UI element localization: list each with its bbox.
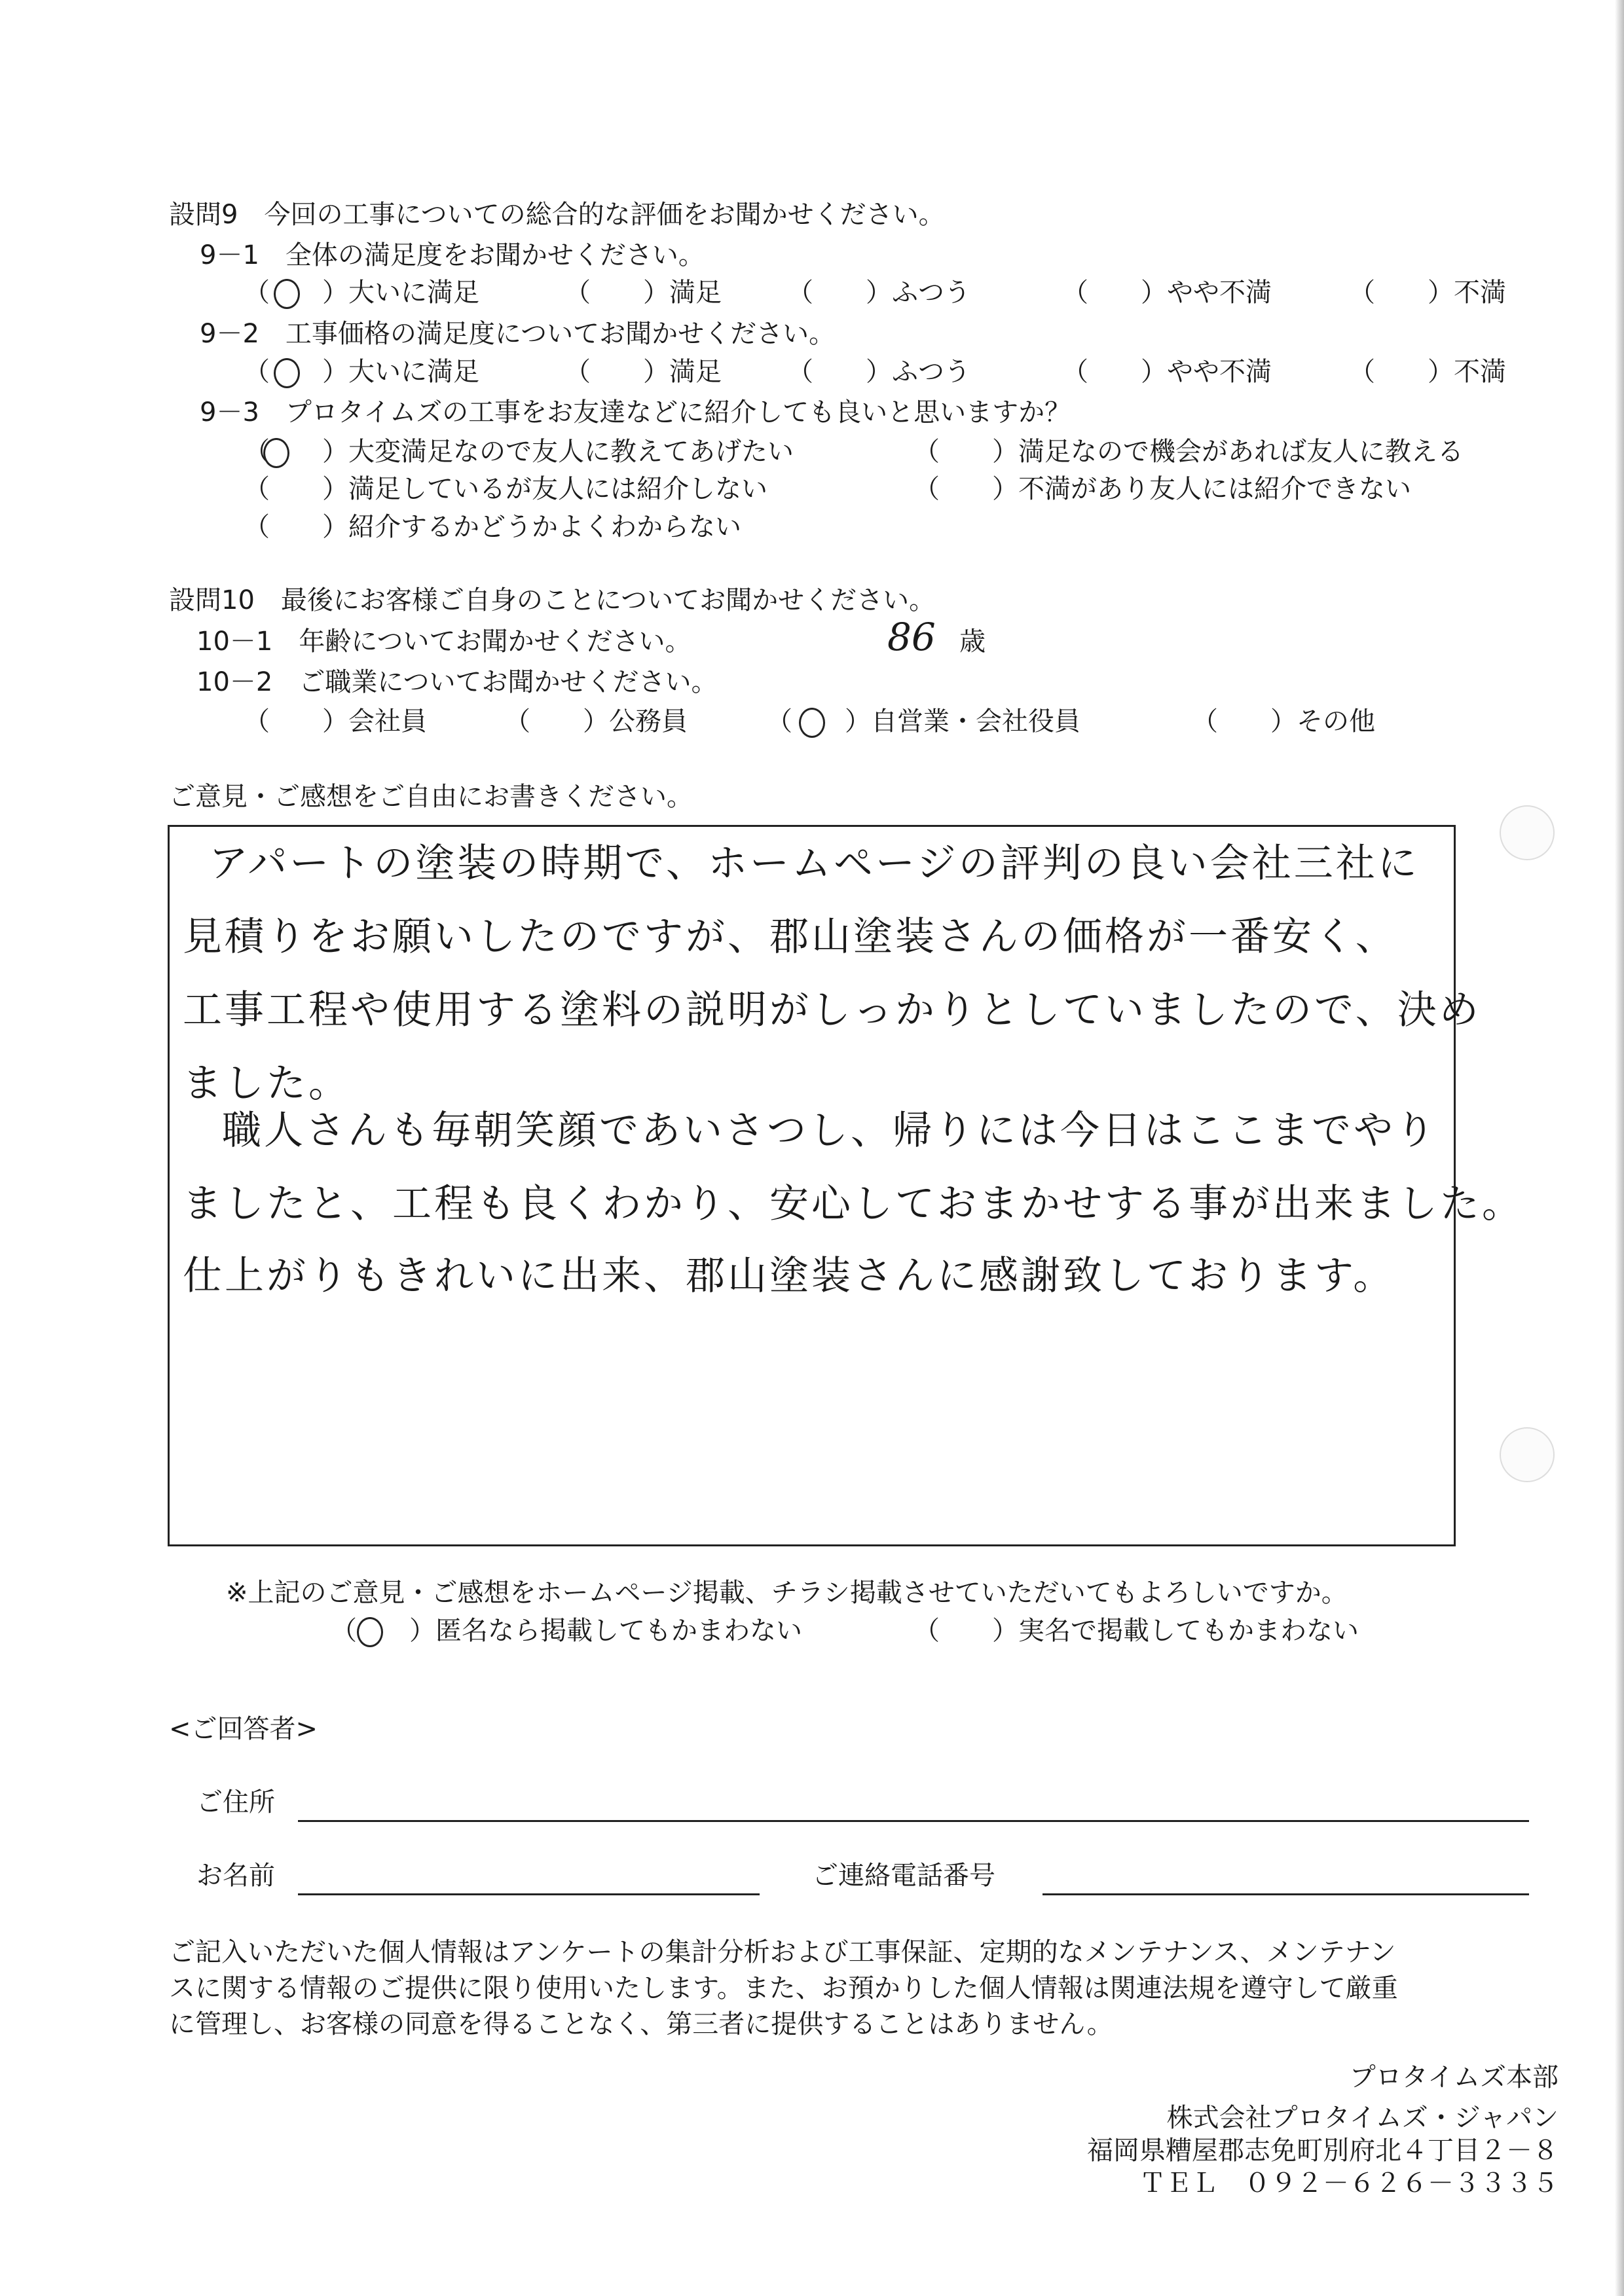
- q9-3-option-4[interactable]: （ ）紹介するかどうかよくわからない: [244, 512, 741, 542]
- privacy-line: に管理し、お客様の同意を得ることなく、第三者に提供することはありません。: [169, 2009, 1113, 2039]
- q9-1-option-0[interactable]: （ ）大いに満足: [244, 278, 479, 308]
- company-address: 福岡県糟屋郡志免町別府北４丁目２－８: [1087, 2136, 1559, 2166]
- comment-line: ましたと、工程も良くわかり、安心しておまかせする事が出来ました。: [183, 1181, 1524, 1227]
- company-tel: ＴＥＬ ０９２－６２６－３３３５: [1139, 2168, 1559, 2198]
- q9-2-option-4[interactable]: （ ）不満: [1349, 357, 1506, 387]
- q9-3-option-1[interactable]: （ ）満足なので機会があれば友人に教える: [913, 437, 1464, 467]
- q9-1-option-1[interactable]: （ ）満足: [564, 278, 722, 308]
- selected-circle-mark: [357, 1617, 383, 1647]
- q9-1-option-2[interactable]: （ ）ふつう: [787, 278, 970, 308]
- comment-line: ました。: [183, 1061, 350, 1106]
- phone-field[interactable]: [1043, 1893, 1529, 1895]
- q9-2-option-0[interactable]: （ ）大いに満足: [244, 357, 479, 387]
- comment-label: ご意見・ご感想をご自由にお書きください。: [169, 782, 693, 812]
- age-handwritten[interactable]: 86: [887, 615, 936, 659]
- q9-1-label: 9－1 全体の満足度をお聞かせください。: [200, 240, 705, 270]
- binder-hole-bottom: [1500, 1427, 1555, 1482]
- age-unit: 歳: [959, 627, 986, 657]
- comment-line: 職人さんも毎朝笑顔であいさつし、帰りには今日はここまでやり: [222, 1108, 1437, 1154]
- binder-hole-top: [1500, 805, 1555, 860]
- privacy-line: ご記入いただいた個人情報はアンケートの集計分析および工事保証、定期的なメンテナンス、メンテナン: [169, 1937, 1396, 1967]
- comment-box[interactable]: [168, 825, 1524, 1546]
- q9-3-option-2[interactable]: （ ）満足しているが友人には紹介しない: [244, 474, 767, 504]
- selected-circle-mark: [799, 708, 825, 738]
- address-label: ご住所: [196, 1787, 275, 1817]
- q9-2-option-1[interactable]: （ ）満足: [564, 357, 722, 387]
- q9-3-option-3[interactable]: （ ）不満があり友人には紹介できない: [913, 474, 1411, 504]
- name-label: お名前: [196, 1861, 275, 1891]
- selected-circle-mark: [263, 438, 289, 468]
- comment-line: 仕上がりもきれいに出来、郡山塗装さんに感謝致しております。: [183, 1253, 1395, 1299]
- q10-2-option-0[interactable]: （ ）会社員: [244, 706, 427, 737]
- scan-page-edge: [1615, 0, 1624, 2296]
- q9-1-option-4[interactable]: （ ）不満: [1349, 278, 1506, 308]
- q9-3-label: 9－3 プロタイムズの工事をお友達などに紹介しても良いと思いますか？: [200, 397, 1071, 428]
- comment-line: 見積りをお願いしたのですが、郡山塗装さんの価格が一番安く、: [183, 914, 1397, 960]
- q9-3-option-0[interactable]: （ ）大変満足なので友人に教えてあげたい: [244, 437, 794, 467]
- q10-2-option-3[interactable]: （ ）その他: [1192, 706, 1375, 737]
- q10-2-option-2[interactable]: （ ）自営業・会社役員: [766, 706, 1080, 737]
- q9-title: 設問9 今回の工事についての総合的な評価をお聞かせください。: [169, 200, 945, 230]
- selected-circle-mark: [274, 358, 300, 388]
- q10-1-label: 10－1 年齢についてお聞かせください。: [196, 627, 692, 657]
- comment-line: アパートの塗装の時期で、ホームページの評判の良い会社三社に: [209, 841, 1420, 886]
- name-field[interactable]: [298, 1893, 760, 1895]
- company-name: 株式会社プロタイムズ・ジャパン: [1166, 2103, 1559, 2133]
- publish-option-1[interactable]: （ ）実名で掲載してもかまわない: [913, 1616, 1359, 1646]
- q9-2-option-2[interactable]: （ ）ふつう: [787, 357, 970, 387]
- q10-2-option-1[interactable]: （ ）公務員: [504, 706, 688, 737]
- q9-1-option-3[interactable]: （ ）やや不満: [1062, 278, 1272, 308]
- q9-2-option-3[interactable]: （ ）やや不満: [1062, 357, 1272, 387]
- phone-label: ご連絡電話番号: [812, 1861, 995, 1891]
- publish-question: ※上記のご意見・ご感想をホームページ掲載、チラシ掲載させていただいてもよろしいですか。: [226, 1578, 1348, 1608]
- comment-line: 工事工程や使用する塗料の説明がしっかりとしていましたので、決め: [183, 987, 1481, 1033]
- address-field[interactable]: [298, 1820, 1529, 1822]
- q9-2-label: 9－2 工事価格の満足度についてお聞かせください。: [200, 319, 836, 349]
- q10-title: 設問10 最後にお客様ご自身のことについてお聞かせください。: [169, 585, 936, 615]
- respondent-heading: <ご回答者>: [169, 1714, 318, 1744]
- publish-option-0[interactable]: （ ）匿名なら掲載してもかまわない: [331, 1616, 802, 1646]
- selected-circle-mark: [274, 279, 300, 309]
- company-dept: プロタイムズ本部: [1349, 2062, 1559, 2092]
- q10-2-label: 10－2 ご職業についてお聞かせください。: [196, 667, 718, 697]
- privacy-line: スに関する情報のご提供に限り使用いたします。また、お預かりした個人情報は関連法規を遵守して厳重: [169, 1973, 1398, 2003]
